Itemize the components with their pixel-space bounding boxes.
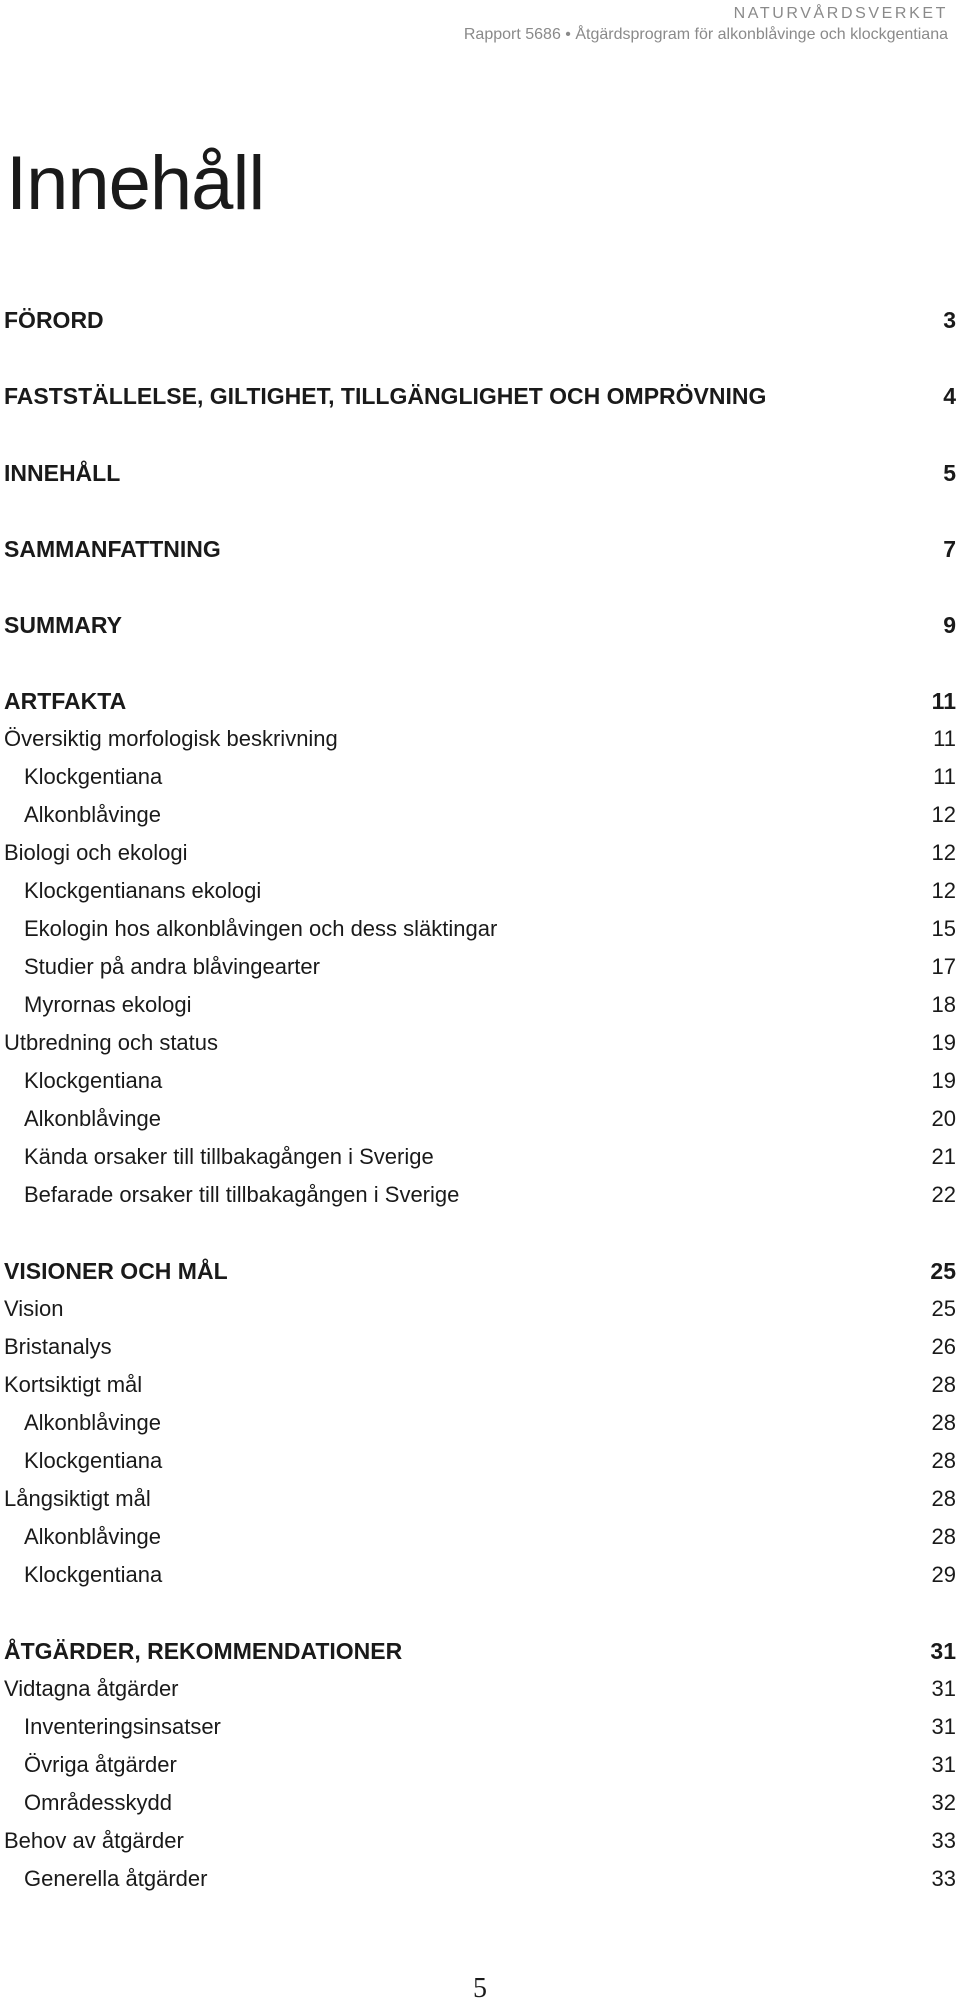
toc-entry-page: 28 <box>931 1372 956 1397</box>
toc-entry-label: Biologi och ekologi <box>4 840 188 865</box>
toc-entry[interactable] <box>0 1560 960 1590</box>
toc-entry[interactable] <box>0 1446 960 1476</box>
toc-entry[interactable] <box>0 990 960 1020</box>
toc-entry-page: 28 <box>931 1448 956 1473</box>
toc-entry-page: 26 <box>931 1334 956 1359</box>
toc-entry-label: Översiktig morfologisk beskrivning <box>4 726 338 751</box>
toc-entry-page: 28 <box>931 1486 956 1511</box>
toc-entry[interactable] <box>0 686 960 716</box>
toc-entry-page: 3 <box>943 307 956 333</box>
toc-entry-page: 12 <box>931 840 956 865</box>
toc-entry-page: 33 <box>931 1828 956 1853</box>
toc-entry-page: 25 <box>930 1258 956 1284</box>
toc-entry[interactable] <box>0 838 960 868</box>
toc-entry-label: FASTSTÄLLELSE, GILTIGHET, TILLGÄNGLIGHET OCH OMPRÖVNING <box>4 383 767 409</box>
toc-entry-label: ARTFAKTA <box>4 688 127 714</box>
toc-entry-label: Myrornas ekologi <box>24 992 192 1017</box>
toc-entry[interactable] <box>0 724 960 754</box>
toc-entry-label: Alkonblåvinge <box>24 802 161 827</box>
toc-entry[interactable] <box>0 1750 960 1780</box>
toc-entry-label: INNEHÅLL <box>4 460 121 486</box>
toc-entry-label: VISIONER OCH MÅL <box>4 1258 228 1284</box>
toc-entry-label: Kortsiktigt mål <box>4 1372 143 1397</box>
toc-entry-label: Klockgentiana <box>24 1562 163 1587</box>
report-title: Rapport 5686 • Åtgärdsprogram för alkonblåvinge och klockgentiana <box>463 26 948 43</box>
toc-entry-page: 31 <box>931 1714 956 1739</box>
toc-entry[interactable] <box>0 952 960 982</box>
toc-entry-page: 20 <box>931 1106 956 1131</box>
toc-entry-page: 11 <box>931 688 956 714</box>
toc-entry-page: 19 <box>931 1068 956 1093</box>
toc-entry-page: 5 <box>943 460 956 486</box>
running-header <box>464 4 948 45</box>
toc-entry-label: Klockgentiana <box>24 1068 163 1093</box>
toc-entry[interactable] <box>0 1332 960 1362</box>
toc-entry-page: 7 <box>943 536 956 562</box>
toc-entry-page: 9 <box>943 612 956 638</box>
toc-entry-page: 22 <box>931 1182 956 1207</box>
toc-entry-label: Kända orsaker till tillbakagången i Sverige <box>24 1144 434 1169</box>
toc-entry-label: Inventeringsinsatser <box>24 1714 221 1739</box>
toc-entry[interactable] <box>0 1256 960 1286</box>
toc-entry-label: Ekologin hos alkonblåvingen och dess släktingar <box>24 916 498 941</box>
toc-entry-page: 11 <box>933 764 956 789</box>
toc-entry[interactable] <box>0 534 960 564</box>
toc-entry-page: 12 <box>931 802 956 827</box>
toc-entry[interactable] <box>0 1408 960 1438</box>
toc-entry[interactable] <box>0 914 960 944</box>
toc-entry-label: Klockgentiana <box>24 1448 163 1473</box>
publisher-name: NATURVÅRDSVERKET <box>733 5 948 22</box>
page-number: 5 <box>473 1973 487 2004</box>
toc-entry-page: 32 <box>931 1790 956 1815</box>
toc-entry-label: ÅTGÄRDER, REKOMMENDATIONER <box>4 1638 403 1664</box>
toc-entry-label: FÖRORD <box>4 307 104 333</box>
toc-entry-page: 11 <box>933 726 956 751</box>
toc-entry[interactable] <box>0 1674 960 1704</box>
toc-entry[interactable] <box>0 1712 960 1742</box>
toc-entry-label: Områdesskydd <box>24 1790 172 1815</box>
toc-entry[interactable] <box>0 1294 960 1324</box>
toc-entry[interactable] <box>0 876 960 906</box>
toc-entry-label: Alkonblåvinge <box>24 1524 161 1549</box>
page-title: Innehåll <box>6 141 265 226</box>
toc-entry[interactable] <box>0 800 960 830</box>
toc-entry-label: Vidtagna åtgärder <box>4 1676 179 1701</box>
toc-entry[interactable] <box>0 1826 960 1856</box>
toc-entry[interactable] <box>0 1864 960 1894</box>
toc-entry[interactable] <box>0 762 960 792</box>
toc-entry-page: 19 <box>931 1030 956 1055</box>
toc-entry-page: 28 <box>931 1410 956 1435</box>
toc-entry[interactable] <box>0 1180 960 1210</box>
toc-entry-label: Generella åtgärder <box>24 1866 208 1891</box>
toc-entry-page: 29 <box>931 1562 956 1587</box>
toc-entry-page: 33 <box>931 1866 956 1891</box>
toc-entry-page: 15 <box>931 916 956 941</box>
toc-entry-label: Långsiktigt mål <box>4 1486 151 1511</box>
toc-entry-label: Vision <box>4 1296 64 1321</box>
toc-entry[interactable] <box>0 1636 960 1666</box>
toc-entry-page: 31 <box>931 1676 956 1701</box>
toc-entry-label: SAMMANFATTNING <box>4 536 221 562</box>
toc-entry-label: Bristanalys <box>4 1334 112 1359</box>
toc-entry[interactable] <box>0 1028 960 1058</box>
toc-entry-label: Behov av åtgärder <box>4 1828 184 1853</box>
toc-entry-label: Befarade orsaker till tillbakagången i Sverige <box>24 1182 460 1207</box>
toc-entry-page: 25 <box>931 1296 956 1321</box>
toc-entry-page: 31 <box>931 1752 956 1777</box>
toc-entry[interactable] <box>0 1484 960 1514</box>
toc-entry-page: 17 <box>931 954 956 979</box>
toc-entry[interactable] <box>0 1104 960 1134</box>
toc-entry[interactable] <box>0 1522 960 1552</box>
toc-entry-page: 18 <box>931 992 956 1017</box>
toc-entry-page: 28 <box>931 1524 956 1549</box>
toc-entry-page: 12 <box>931 878 956 903</box>
toc-entry-page: 31 <box>930 1638 956 1664</box>
toc-entry[interactable] <box>0 1066 960 1096</box>
toc-entry-label: Studier på andra blåvingearter <box>24 954 320 979</box>
toc-entry-page: 4 <box>943 383 956 409</box>
toc-entry-label: Alkonblåvinge <box>24 1106 161 1131</box>
toc-entry-label: Klockgentiana <box>24 764 163 789</box>
toc-entry[interactable] <box>0 381 960 411</box>
toc-entry-page: 21 <box>931 1144 956 1169</box>
toc-entry[interactable] <box>0 610 960 640</box>
toc-entry[interactable] <box>0 1370 960 1400</box>
toc-entry[interactable] <box>0 458 960 488</box>
toc-entry-label: Utbredning och status <box>4 1030 219 1055</box>
toc-entry-label: Övriga åtgärder <box>24 1752 177 1777</box>
toc-entry-label: Alkonblåvinge <box>24 1410 161 1435</box>
toc-entry-label: SUMMARY <box>4 612 122 638</box>
toc-entry[interactable] <box>0 1788 960 1818</box>
toc-entry[interactable] <box>0 1142 960 1172</box>
toc-entry-label: Klockgentianans ekologi <box>24 878 262 903</box>
toc-entry[interactable] <box>0 305 960 335</box>
